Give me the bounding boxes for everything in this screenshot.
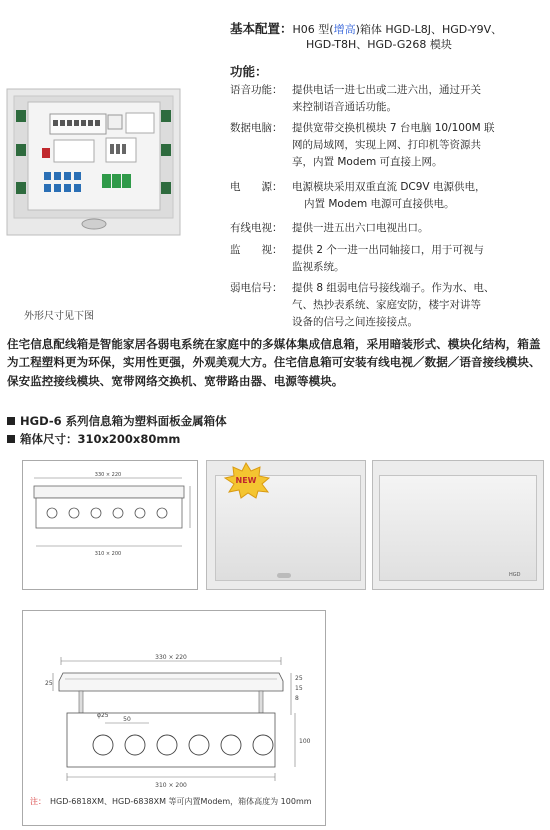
config-highlight: 增高 — [333, 23, 356, 36]
top-dimension: 330 × 220 — [155, 654, 187, 661]
function-label: 监 视： — [230, 244, 283, 256]
latch-icon — [277, 573, 291, 578]
new-badge-icon — [219, 461, 273, 499]
function-line: 气、热抄表系统、家庭安防，楼宇对讲等 — [292, 299, 481, 311]
small-technical-drawing — [22, 460, 198, 590]
hole-diameter: φ25 — [97, 712, 109, 719]
function-list — [230, 82, 546, 334]
note-prefix: 注： — [30, 797, 46, 806]
function-label: 数据电脑： — [230, 122, 283, 134]
config-line2: HGD-T8H、HGD-G268 模块 — [306, 38, 452, 51]
description-paragraph: 住宅信息配线箱是智能家居各弱电系统在家庭中的多媒体集成信息箱，采用暗装形式、模块化结构，箱盖为工程塑料更为环保，实用性更强，外观美观大方。住宅信息箱可安装有线电视／数据／语音接线模块、保安监控接线模块、宽带网络交换机、宽带路由器、电源等模块。 — [7, 337, 541, 388]
left-dimension: 25 — [45, 680, 53, 687]
product-photo — [6, 88, 181, 236]
open-box-photo — [372, 460, 544, 590]
config-label: 基本配置： — [230, 21, 293, 36]
brand-mark: HGD — [509, 572, 521, 578]
function-line: 提供电话一进七出或二进六出，通过开关 — [292, 84, 481, 96]
function-item-voice — [230, 82, 546, 116]
right-dimension-2: 15 — [295, 685, 303, 692]
technical-drawing — [23, 611, 325, 825]
hole-pitch: 50 — [123, 716, 131, 723]
function-item-tv — [230, 220, 546, 237]
new-badge-text: NEW — [235, 476, 257, 485]
function-label: 有线电视： — [230, 222, 283, 234]
function-line: 网的局域网，实现上网、打印机等资源共 — [292, 139, 481, 151]
function-label: 语音功能： — [230, 84, 283, 96]
function-label: 弱电信号： — [230, 282, 283, 294]
function-line: 监视系统。 — [292, 261, 345, 273]
closed-box-photo — [206, 460, 366, 590]
config-line1-suffix: )箱体 HGD-L8J、HGD-Y9V、 — [355, 23, 503, 36]
bullet-item — [7, 412, 547, 430]
function-item-signal — [230, 280, 546, 334]
functions-label: 功能： — [230, 64, 268, 79]
function-line: 内置 Modem 电源可直接供电。 — [304, 198, 455, 210]
function-label: 电 源： — [230, 181, 283, 193]
config-line1-prefix: H06 型( — [292, 23, 334, 36]
function-item-monitor — [230, 242, 546, 276]
bullet-text: HGD-6 系列信息箱为塑料面板金属箱体 — [20, 414, 227, 428]
note-line — [30, 796, 312, 807]
box-lid — [379, 475, 537, 581]
function-line: 提供 2 个一进一出同轴接口，用于可视与 — [292, 244, 484, 256]
bullet-item — [7, 430, 547, 448]
technical-drawing-frame — [22, 610, 326, 826]
bottom-dimension: 310 × 200 — [155, 782, 187, 789]
bullet-list — [7, 412, 547, 448]
function-line: 来控制语音通话功能。 — [292, 101, 397, 113]
height-dimension: 100 — [299, 738, 311, 745]
right-dimension-3: 8 — [295, 695, 299, 702]
function-line: 享，内置 Modem 可直接上网。 — [292, 156, 443, 168]
right-dimension-1: 25 — [295, 675, 303, 682]
photo-caption: 外形尺寸见下图 — [24, 311, 94, 322]
function-line: 电源模块采用双重直流 DC9V 电源供电， — [292, 181, 486, 193]
function-line: 设备的信号之间连接接点。 — [292, 316, 418, 328]
small-bottom-dim: 310 × 200 — [94, 551, 122, 557]
function-line: 提供一进五出六口电视出口。 — [292, 222, 429, 234]
bullet-square-icon — [7, 435, 15, 443]
function-line: 提供 8 组弱电信号接线端子。作为水、电、 — [292, 282, 495, 294]
function-line: 提供宽带交换机模块 7 台电脑 10/100M 联 — [292, 122, 495, 134]
function-item-data — [230, 120, 546, 177]
bullet-text: 箱体尺寸：310x200x80mm — [20, 432, 181, 446]
bullet-square-icon — [7, 417, 15, 425]
function-item-power — [230, 179, 546, 215]
config-block — [230, 18, 546, 53]
note-text: HGD-6818XM、HGD-6838XM 等可内置Modem，箱体高度为 100mm — [50, 797, 312, 806]
small-top-dim: 330 × 220 — [94, 472, 122, 478]
